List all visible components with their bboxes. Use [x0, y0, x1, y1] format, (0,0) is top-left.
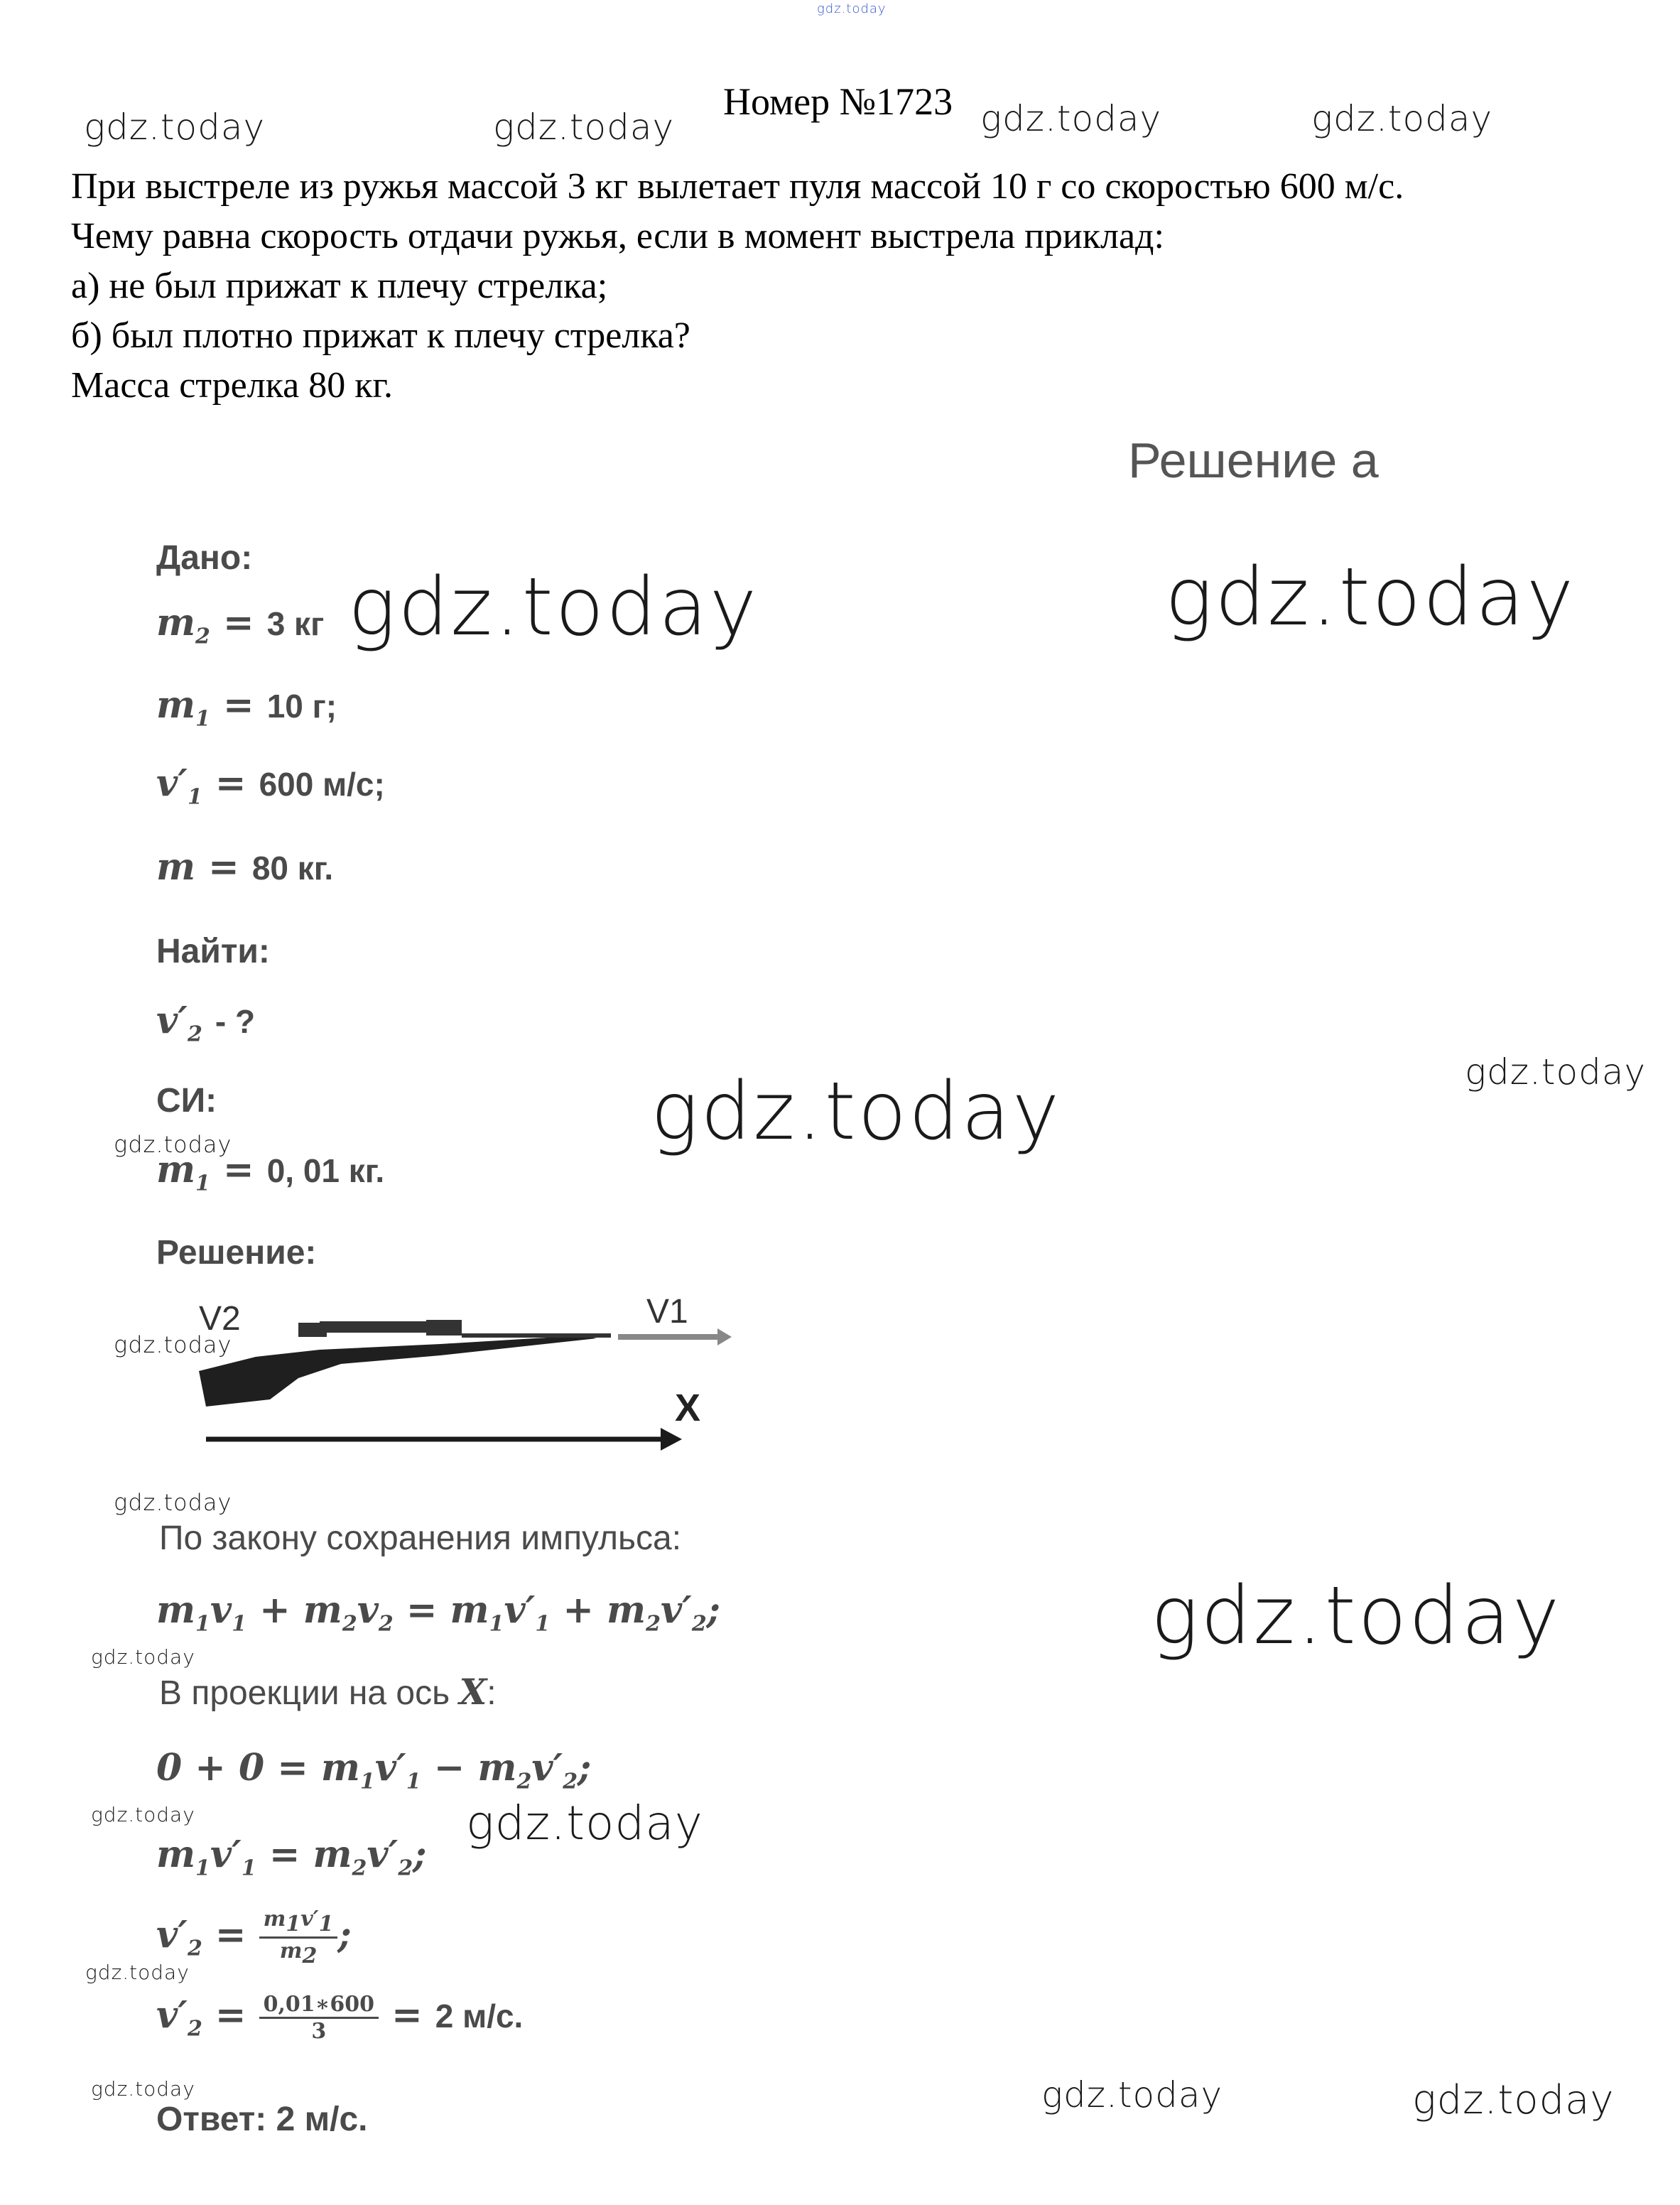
calc-fraction [259, 1992, 379, 2044]
problem-line-1: При выстреле из ружья массой 3 кг вылетает пуля массой 10 г со скоростью 600 м/с. [71, 166, 1404, 207]
watermark: gdz.today [114, 1489, 232, 1516]
watermark: gdz.today [91, 2077, 195, 2101]
calc-denominator: 3 [311, 2019, 327, 2044]
watermark: gdz.today [85, 1961, 190, 1984]
equation-calc: $v'_2$ = $\frac{0,01∗600}{3}$ = 2 м/с. [156, 1992, 524, 2044]
label-x: X [675, 1387, 701, 1429]
equation-projection: $0 + 0 = m_1v'_1 - m_2v'_2$; [156, 1746, 592, 1794]
rifle-figure [156, 1279, 753, 1456]
si-label: СИ: [156, 1082, 217, 1120]
si-m1: $m_1 = 0$, 01 кг. [156, 1148, 385, 1196]
projection-axis: X [459, 1671, 487, 1713]
solution-heading: Решение а [1128, 433, 1379, 488]
projection-label: В проекции на ось [159, 1674, 450, 1712]
watermark: gdz.today [1465, 1051, 1647, 1093]
watermark: gdz.today [91, 1645, 195, 1669]
problem-line-4: б) был плотно прижат к плечу стрелка? [71, 315, 690, 356]
given-m1: $m_1 = 10$ г; [156, 683, 337, 732]
watermark: gdz.today [348, 561, 759, 654]
problem-line-5: Масса стрелка 80 кг. [71, 365, 393, 406]
watermark: gdz.today [84, 107, 266, 148]
given-m1-value: 10 г; [266, 688, 337, 725]
rifle-scope [320, 1321, 426, 1333]
given-m2-value: 3 кг [266, 605, 325, 642]
given-m: m = 80 кг. [156, 845, 334, 889]
page-title: Номер №1723 [723, 80, 953, 123]
solve-label: Решение: [156, 1234, 317, 1272]
given-v1-value: 600 м/с; [259, 766, 385, 803]
given-v1: $v'_1 = 600$ м/с; [156, 762, 385, 810]
given-m2: $m_2 = 3$ кг [156, 601, 325, 649]
equation-v2: $v'_2$ = $\frac{m_1v'_1}{m_2}$ ; [156, 1907, 352, 1968]
watermark: gdz.today [980, 98, 1162, 139]
si-value: 0, 01 кг. [266, 1152, 385, 1189]
law-text: По закону сохранения импульса: [159, 1519, 682, 1557]
answer: Ответ: 2 м/с. [156, 2101, 368, 2138]
watermark: gdz.today [651, 1066, 1062, 1158]
watermark: gdz.today [493, 107, 675, 148]
equation-momentum: $m_1v_1 + m_2v_2 = m_1v'_1 + m_2v'_2$; [156, 1588, 720, 1637]
label-v2: V2 [199, 1300, 241, 1338]
problem-line-2: Чему равна скорость отдачи ружья, если в момент выстрела приклад: [71, 216, 1164, 256]
watermark: gdz.today [91, 1803, 195, 1826]
fraction: $\frac{m_1v'_1}{m_2}$ [259, 1907, 338, 1968]
calc-result: 2 м/с. [435, 1998, 524, 2035]
watermark: gdz.today [114, 1331, 232, 1358]
find-value: - ? [215, 1003, 256, 1040]
watermark: gdz.today [1311, 98, 1493, 139]
find-label: Найти: [156, 933, 270, 970]
watermark: gdz.today [114, 1131, 232, 1158]
watermark: gdz.today [1165, 551, 1576, 644]
find-v2: $v'_2$ - ? [156, 999, 256, 1047]
given-label: Дано: [156, 539, 253, 577]
projection-text: В проекции на ось X: [159, 1671, 497, 1713]
watermark: gdz.today [817, 1, 887, 16]
watermark: gdz.today [1151, 1570, 1562, 1662]
calc-numerator: 0,01∗600 [259, 1992, 379, 2019]
watermark: gdz.today [1041, 2074, 1223, 2115]
watermark: gdz.today [466, 1796, 703, 1851]
equation-equal: $m_1v'_1 = m_2v'_2$; [156, 1833, 427, 1881]
given-m-value: 80 кг. [251, 850, 334, 887]
watermark: gdz.today [1412, 2077, 1615, 2123]
problem-line-3: а) не был прижат к плечу стрелка; [71, 266, 608, 306]
label-v1: V1 [646, 1293, 688, 1331]
